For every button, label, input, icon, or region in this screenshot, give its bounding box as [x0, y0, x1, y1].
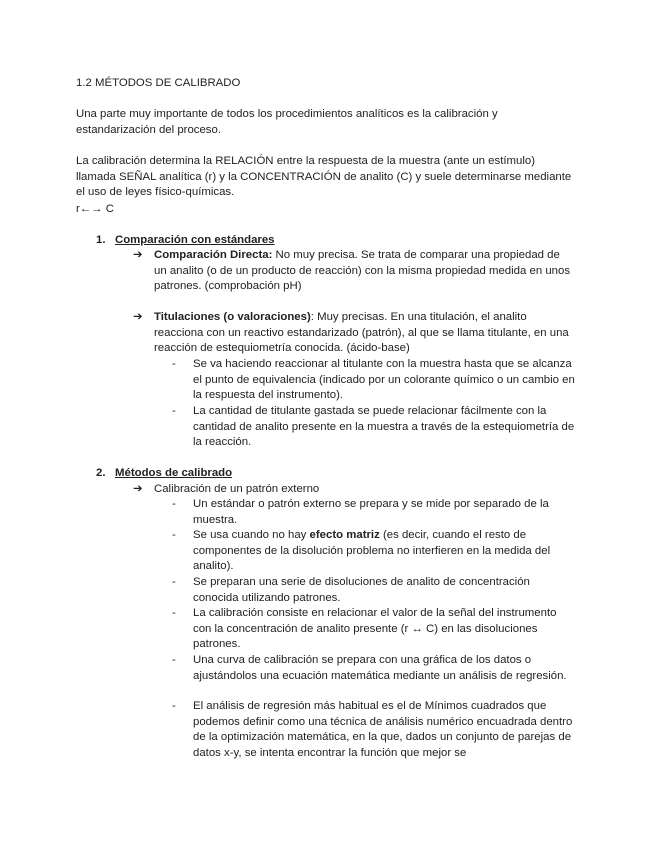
sub-item-efecto-matriz — [172, 528, 577, 575]
sub-item-disoluciones — [172, 575, 577, 606]
sub-item-text: (es decir, cuando el resto de componentes de la disolución problema no interfieren en la medida del analito). — [193, 529, 551, 572]
sub-item-text: Un estándar o patrón externo se prepara y se mide por separado de la muestra. — [193, 498, 549, 526]
arrow-icon: ➔ — [133, 311, 143, 323]
dash-bullet: - — [172, 700, 176, 712]
relation-line: r←→ C — [76, 203, 114, 215]
dash-bullet: - — [172, 498, 176, 510]
sub-item-curva — [172, 653, 577, 684]
arrow-icon: ➔ — [133, 483, 143, 495]
sub-item-text: El análisis de regresión más habitual es el de Mínimos cuadrados que podemos definir como una técnica de análisis numérico encuadrada dentro de la optimización matemática, en la que, dados un conjunto de parejas de datos x-y, se intenta encontrar la función que mejor se — [193, 700, 573, 759]
section1-title: Comparación con estándares — [115, 234, 275, 246]
calibration-paragraph: La calibración determina la RELACIÓN entre la respuesta de la muestra (ante un estímulo) llamada SEÑAL analítica (r) y la CONCENTRACIÓN de analito (C) y suele determinarse mediante el uso de leyes físico-químicas. — [76, 155, 572, 198]
section1-heading — [96, 233, 275, 249]
sub-item-regresion — [172, 699, 577, 761]
item-bold-label: Comparación Directa: — [154, 249, 273, 261]
item-text: Calibración de un patrón externo — [154, 483, 320, 495]
sub-item-calibracion — [172, 606, 577, 653]
arrow-icon: ➔ — [133, 249, 143, 261]
sub-item-equivalencia — [172, 357, 577, 404]
section2-heading — [96, 466, 232, 482]
section2-number: 2. — [96, 467, 106, 479]
sub-item-text: Se preparan una serie de disoluciones de analito de concentración conocida utilizando patrones. — [193, 576, 530, 604]
dash-bullet: - — [172, 576, 176, 588]
section2-title: Métodos de calibrado — [115, 467, 233, 479]
dash-bullet: - — [172, 405, 176, 417]
sub-item-estandar — [172, 497, 577, 528]
sub-item-text: Una curva de calibración se prepara con una gráfica de los datos o ajustándolos una ecuación matemática mediante un análisis de regresión. — [193, 654, 567, 682]
sub-item-text: Se va haciendo reaccionar al titulante con la muestra hasta que se alcanza el punto de equivalencia (indicado por un colorante químico o un cambio en la respuesta del instrumento). — [193, 358, 575, 401]
list-item-titulaciones — [133, 310, 573, 357]
list-item-comparacion-directa — [133, 248, 573, 295]
section1-number: 1. — [96, 234, 106, 246]
sub-item-text: La cantidad de titulante gastada se puede relacionar fácilmente con la cantidad de analito presente en la muestra a través de la estequiometría de la reacción. — [193, 405, 575, 448]
sub-item-text: La calibración consiste en relacionar el valor de la señal del instrumento con la concentración de analito presente (r ↔ C) en las disoluciones patrones. — [193, 607, 557, 650]
dash-bullet: - — [172, 654, 176, 666]
sub-item-titulante — [172, 404, 577, 451]
item-text: : Muy precisas. En una titulación, el analito reacciona con un reactivo estandarizado (patrón), al que se llama titulante, en una reacción de estequiometría conocida. (ácido-base) — [154, 311, 569, 354]
list-item-patron-externo — [133, 482, 573, 498]
sub-item-text: Se usa cuando no hay — [193, 529, 310, 541]
item-bold-label: Titulaciones (o valoraciones) — [154, 311, 311, 323]
dash-bullet: - — [172, 607, 176, 619]
page-title: 1.2 MÉTODOS DE CALIBRADO — [76, 77, 241, 89]
sub-item-bold: efecto matriz — [309, 529, 380, 541]
dash-bullet: - — [172, 358, 176, 370]
intro-paragraph: Una parte muy importante de todos los procedimientos analíticos es la calibración y estandarización del proceso. — [76, 108, 498, 136]
dash-bullet: - — [172, 529, 176, 541]
item-text: No muy precisa. Se trata de comparar una propiedad de un analito (o de un producto de reacción) con la misma propiedad medida en unos patrones. (comprobación pH) — [154, 249, 571, 292]
